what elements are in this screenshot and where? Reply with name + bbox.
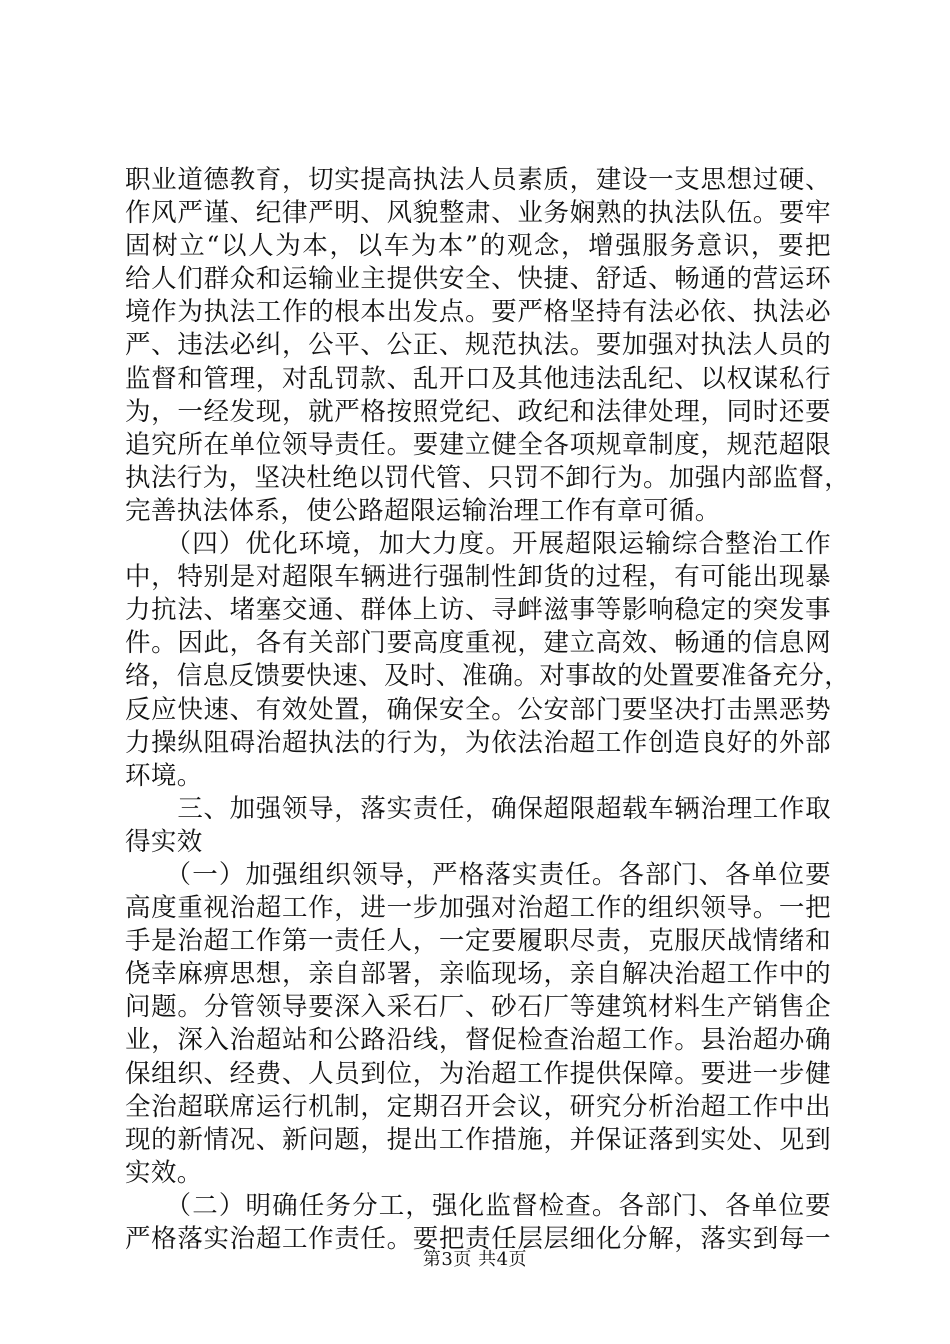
- section-heading-line: 得实效: [125, 826, 203, 857]
- text-line: 现的新情况、新问题，提出工作措施，并保证落到实处、见到: [125, 1124, 831, 1155]
- text-line: 固树立“以人为本，以车为本”的观念，增强服务意识，要把: [125, 231, 831, 262]
- text-line: （四）优化环境，加大力度。开展超限运输综合整治工作: [125, 529, 831, 560]
- text-line: 保组织、经费、人员到位，为治超工作提供保障。要进一步健: [125, 1058, 831, 1089]
- text-line: 反应快速、有效处置，确保安全。公安部门要坚决打击黑恶势: [125, 694, 831, 725]
- text-line: 为，一经发现，就严格按照党纪、政纪和法律处理，同时还要: [125, 396, 831, 427]
- text-line: 严、违法必纠，公平、公正、规范执法。要加强对执法人员的: [125, 330, 831, 361]
- text-line: 严格落实治超工作责任。要把责任层层细化分解，落实到每一: [125, 1224, 831, 1254]
- text-line: 络，信息反馈要快速、及时、准确。对事故的处置要准备充分，: [125, 661, 851, 692]
- text-line: 中，特别是对超限车辆进行强制性卸货的过程，有可能出现暴: [125, 562, 831, 593]
- text-line: 执法行为，坚决杜绝以罚代管、只罚不卸行为。加强内部监督，: [125, 462, 851, 493]
- text-line: 全治超联席运行机制，定期召开会议，研究分析治超工作中出: [125, 1091, 831, 1122]
- text-line: 追究所在单位领导责任。要建立健全各项规章制度，规范超限: [125, 429, 831, 460]
- page-footer: 第3页 共4页: [422, 1249, 528, 1270]
- text-line: 力操纵阻碍治超执法的行为，为依法治超工作创造良好的外部: [125, 727, 831, 758]
- text-line: 实效。: [125, 1157, 203, 1188]
- text-line: 业，深入治超站和公路沿线，督促检查治超工作。县治超办确: [125, 1025, 831, 1056]
- text-line: 环境。: [125, 760, 203, 791]
- text-line: 侥幸麻痹思想，亲自部署，亲临现场，亲自解决治超工作中的: [125, 959, 831, 990]
- text-line: 件。因此，各有关部门要高度重视，建立高效、畅通的信息网: [125, 628, 831, 659]
- text-line: 手是治超工作第一责任人，一定要履职尽责，克服厌战情绪和: [125, 926, 831, 957]
- text-line: 给人们群众和运输业主提供安全、快捷、舒适、畅通的营运环: [125, 264, 831, 295]
- body-text: [125, 164, 851, 1256]
- text-line: （一）加强组织领导，严格落实责任。各部门、各单位要: [125, 859, 831, 890]
- text-line: 职业道德教育，切实提高执法人员素质，建设一支思想过硬、: [125, 165, 831, 195]
- text-line: 力抗法、堵塞交通、群体上访、寻衅滋事等影响稳定的突发事: [125, 595, 831, 626]
- text-line: 问题。分管领导要深入采石厂、砂石厂等建筑材料生产销售企: [125, 992, 831, 1023]
- text-line: 完善执法体系，使公路超限运输治理工作有章可循。: [125, 495, 721, 526]
- text-line: 境作为执法工作的根本出发点。要严格坚持有法必依、执法必: [125, 297, 831, 328]
- text-line: 监督和管理，对乱罚款、乱开口及其他违法乱纪、以权谋私行: [125, 363, 831, 394]
- text-line: （二）明确任务分工，强化监督检查。各部门、各单位要: [125, 1190, 831, 1221]
- text-line: 高度重视治超工作，进一步加强对治超工作的组织领导。一把: [125, 893, 831, 924]
- text-line: 作风严谨、纪律严明、风貌整肃、业务娴熟的执法队伍。要牢: [125, 198, 831, 229]
- section-heading-line: 三、加强领导，落实责任，确保超限超载车辆治理工作取: [125, 793, 831, 824]
